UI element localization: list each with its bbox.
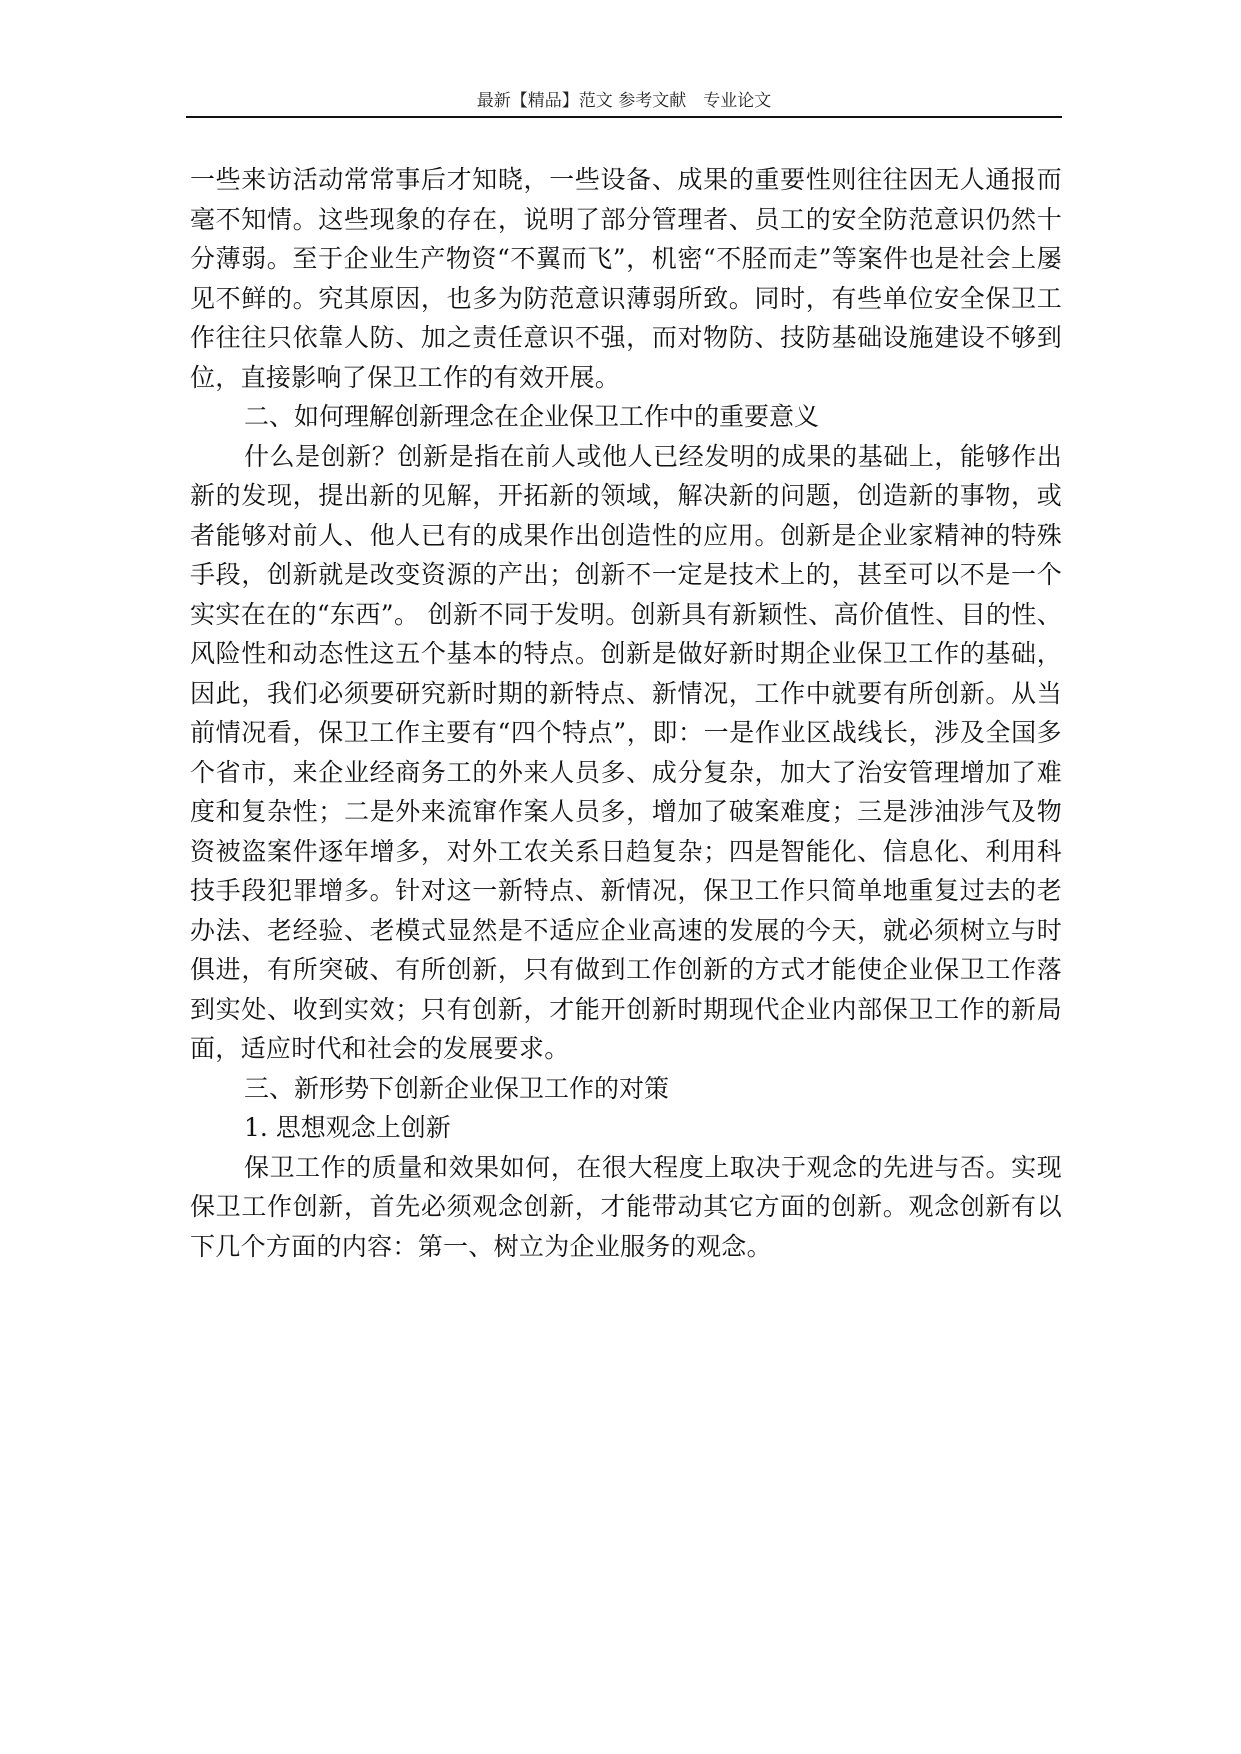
document-body [190,160,1062,1266]
section-heading-2: 二、如何理解创新理念在企业保卫工作中的重要意义 [244,402,820,431]
paragraph-what-is-innovation: 什么是创新？创新是指在前人或他人已经发明的成果的基础上，能够作出新的发现，提出新的见解，开拓新的领域，解决新的问题，创造新的事物，或者能够对前人、他人已有的成果作出创造性的应用。创新是企业家精神的特殊手段，创新就是改变资源的产出；创新不一定是技术上的，甚至可以不是一个实实在在的“东西”。 创新不同于发明。创新具有新颖性、高价值性、目的性、风险性和动态性这五个基本的特点。创新是做好新时期企业保卫工作的基础，因此，我们必须要研究新时期的新特点、新情况，工作中就要有所创新。从当前情况看，保卫工作主要有“四个特点”，即：一是作业区战线长，涉及全国多个省市，来企业经商务工的外来人员多、成分复杂，加大了治安管理增加了难度和复杂性；二是外来流窜作案人员多，增加了破案难度；三是涉油涉气及物资被盗案件逐年增多，对外工农关系日趋复杂；四是智能化、信息化、利用科技手段犯罪增多。针对这一新特点、新情况，保卫工作只简单地重复过去的老办法、老经验、老模式显然是不适应企业高速的发展的今天，就必须树立与时俱进，有所突破、有所创新，只有做到工作创新的方式才能使企业保卫工作落到实处、收到实效；只有创新，才能开创新时期现代企业内部保卫工作的新局面，适应时代和社会的发展要求。 [190,441,1062,1063]
header-divider [186,116,1062,118]
section-heading-3: 三、新形势下创新企业保卫工作的对策 [244,1073,670,1103]
paragraph-concept-innovation: 保卫工作的质量和效果如何，在很大程度上取决于观念的先进与否。实现保卫工作创新，首先必须观念创新，才能带动其它方面的创新。观念创新有以下几个方面的内容：第一、树立为企业服务的观念。 [190,1152,1062,1261]
subsection-heading-3-1: 1. 思想观念上创新 [244,1113,451,1142]
paragraph-continued: 一些来访活动常常事后才知晓，一些设备、成果的重要性则往往因无人通报而毫不知情。这些现象的存在，说明了部分管理者、员工的安全防范意识仍然十分薄弱。至于企业生产物资“不翼而飞”，机密“不胫而走”等案件也是社会上屡见不鲜的。究其原因，也多为防范意识薄弱所致。同时，有些单位安全保卫工作往往只依靠人防、加之责任意识不强，而对物防、技防基础设施建设不够到位，直接影响了保卫工作的有效开展。 [190,165,1062,392]
page-header: 最新【精品】范文 参考文献 专业论文 [476,91,772,111]
